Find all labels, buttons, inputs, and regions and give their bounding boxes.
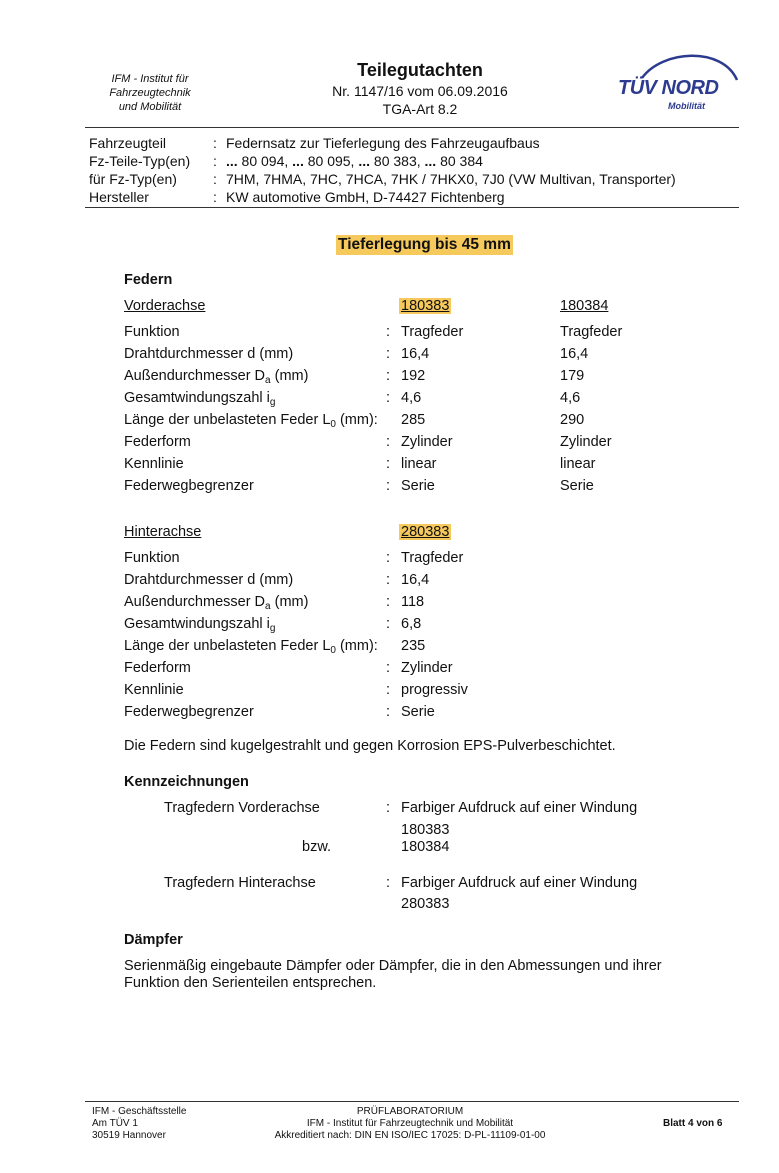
footer-laboratory: PRÜFLABORATORIUM IFM - Institut für Fahrzeugtechnik und Mobilität Akkreditiert nach: DIN EN ISO/IEC 17025: D-PL-11109-01-00 [274, 1106, 546, 1141]
rear-row-value: 16,4 [401, 572, 430, 588]
front-row-value: Zylinder [401, 434, 453, 450]
lowering-title: Tieferlegung bis 45 mm [338, 236, 511, 253]
institute-name: IFM - Institut für Fahrzeugtechnik und Mobilität [109, 73, 191, 113]
rear-row-label: Kennlinie [124, 682, 184, 698]
front-row-label: Gesamtwindungszahl $i_g$ [124, 390, 276, 408]
damper-text-line-1: Serienmäßig eingebaute Dämpfer oder Dämpfer, die in den Abmessungen und ihrer [124, 958, 662, 974]
front-row-label: Kennlinie [124, 456, 184, 472]
front-row-label: Drahtdurchmesser d (mm) [124, 346, 294, 362]
rear-row-value: Tragfeder [401, 550, 464, 566]
meta-labels: Fahrzeugteil Fz-Teile-Typ(en) für Fz-Typ(en) Hersteller [89, 135, 191, 205]
tga-art: TGA-Art 8.2 [382, 101, 458, 117]
front-row-value: linear [401, 456, 437, 472]
front-row-label: Federwegbegrenzer [124, 478, 254, 494]
front-row-value-2: 179 [560, 368, 585, 384]
rear-row-label: Federwegbegrenzer [124, 704, 254, 720]
front-row-label: Funktion [124, 324, 180, 340]
rear-row-label: Federform [124, 660, 191, 676]
footer-divider [85, 1101, 739, 1102]
meta-values: Federnsatz zur Tieferlegung des Fahrzeugaufbaus ... 80 094, ... 80 095, ... 80 383, ... 80 384 7HM, 7HMA, 7HC, 7HCA, 7HK / 7HKX0, 7J0 (VW Multivan, Transporter) KW automotive GmbH, D-74427 Fichtenberg [226, 135, 676, 205]
springs-heading: Federn [124, 272, 173, 288]
meta-divider [85, 207, 739, 208]
document-title: Teilegutachten [357, 60, 483, 80]
rear-row-label: Länge der unbelasteten Feder $L_0$ (mm): [124, 638, 378, 656]
front-row-value-2: 16,4 [560, 346, 589, 362]
meta-colons: : : : : [213, 135, 217, 205]
marking-front-label: Tragfedern Vorderachse [164, 800, 320, 816]
rear-row-value: Zylinder [401, 660, 453, 676]
page-number: Blatt 4 von 6 [663, 1118, 723, 1129]
footer-address: IFM - Geschäftsstelle Am TÜV 1 30519 Hannover [92, 1106, 187, 1141]
rear-row-value: 118 [401, 594, 425, 610]
header-divider [85, 127, 739, 128]
springs-note: Die Federn sind kugelgestrahlt und gegen Korrosion EPS-Pulverbeschichtet. [124, 738, 616, 754]
damper-heading: Dämpfer [124, 932, 183, 948]
front-row-value: 285 [401, 412, 426, 428]
marking-rear-label: Tragfedern Hinterachse [164, 875, 316, 891]
rear-axle-label: Hinterachse [124, 524, 202, 540]
marking-front-text: Farbiger Aufdruck auf einer Windung [401, 800, 638, 816]
tuv-nord-logo: TÜV NORD Mobilität [612, 50, 742, 120]
front-part-number-2: 180384 [560, 298, 609, 314]
front-row-label: Federform [124, 434, 191, 450]
marking-heading: Kennzeichnungen [124, 774, 249, 790]
marking-front-number-2: 180384 [401, 839, 450, 855]
rear-row-value: progressiv [401, 682, 468, 698]
front-row-value-2: 290 [560, 412, 585, 428]
front-row-value-2: Serie [560, 478, 594, 494]
marking-front-number-1: 180383 [401, 822, 450, 838]
rear-part-number: 280383 [401, 524, 450, 540]
front-row-value: Tragfeder [401, 324, 464, 340]
marking-rear-number: 280383 [401, 896, 450, 912]
rear-row-label: Drahtdurchmesser d (mm) [124, 572, 294, 588]
rear-row-value: Serie [401, 704, 435, 720]
front-row-value: 4,6 [401, 390, 422, 406]
front-row-value-2: 4,6 [560, 390, 581, 406]
rear-row-label: Funktion [124, 550, 180, 566]
rear-row-label: Außendurchmesser $D_a$ (mm) [124, 594, 309, 612]
rear-row-label: Gesamtwindungszahl $i_g$ [124, 616, 276, 634]
front-row-value-2: linear [560, 456, 596, 472]
marking-bzw: bzw. [302, 839, 332, 855]
marking-rear-text: Farbiger Aufdruck auf einer Windung [401, 875, 638, 891]
front-row-value: 16,4 [401, 346, 430, 362]
front-row-value: 192 [401, 368, 426, 384]
front-row-label: Außendurchmesser $D_a$ (mm) [124, 368, 309, 386]
front-part-number-1: 180383 [401, 298, 450, 314]
front-axle-label: Vorderachse [124, 298, 206, 314]
rear-row-value: 235 [401, 638, 426, 654]
rear-row-value: 6,8 [401, 616, 422, 632]
front-row-value-2: Zylinder [560, 434, 612, 450]
front-row-value-2: Tragfeder [560, 324, 623, 340]
front-row-label: Länge der unbelasteten Feder $L_0$ (mm): [124, 412, 378, 430]
front-row-value: Serie [401, 478, 435, 494]
damper-text-line-2: Funktion den Serienteilen entsprechen. [124, 975, 377, 991]
report-number: Nr. 1147/16 vom 06.09.2016 [332, 83, 508, 99]
